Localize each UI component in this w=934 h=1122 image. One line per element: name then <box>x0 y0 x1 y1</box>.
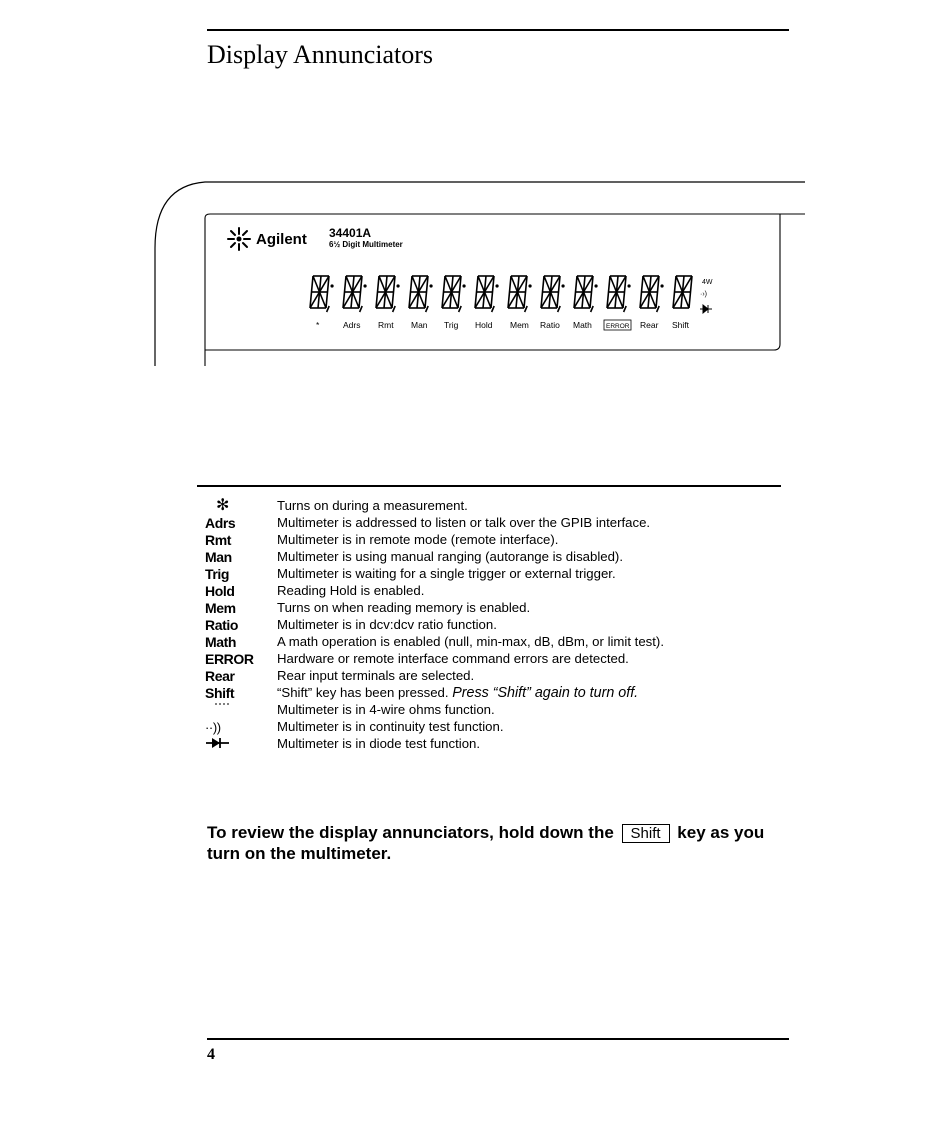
display-digit <box>541 276 565 312</box>
front-panel-illustration <box>150 178 810 370</box>
annunciator-symbol: Adrs <box>205 515 236 531</box>
annunciator-symbol: Rmt <box>205 532 232 548</box>
panel-label: * <box>316 320 320 330</box>
table-row <box>205 650 765 667</box>
display-digit <box>574 276 598 312</box>
annunciator-symbol: ERROR <box>205 651 254 667</box>
annunciator-description <box>277 684 638 702</box>
panel-label: Ratio <box>540 320 560 330</box>
annunciator-symbol: Hold <box>205 583 235 599</box>
display-digit <box>310 276 334 312</box>
annunciator-symbol: Rear <box>205 668 235 684</box>
panel-outer-outline <box>155 182 805 366</box>
annunciator-description: Turns on during a measurement. <box>277 498 468 513</box>
table-row <box>205 616 765 633</box>
panel-label: Hold <box>475 320 493 330</box>
panel-label: Man <box>411 320 428 330</box>
annunciator-description: Multimeter is using manual ranging (autorange is disabled). <box>277 549 623 564</box>
page-title: Display Annunciators <box>207 40 434 69</box>
model-subtitle: 6½ Digit Multimeter <box>329 240 403 249</box>
continuity-label: ·›) <box>700 291 707 298</box>
continuity-symbol: ··)) <box>205 720 221 735</box>
annunciator-symbol: Ratio <box>205 617 239 633</box>
annunciator-description: A math operation is enabled (null, min-max, dB, dBm, or limit test). <box>277 634 664 649</box>
table-row <box>205 514 765 531</box>
diode-icon <box>205 735 271 757</box>
panel-label: Rear <box>640 320 659 330</box>
table-row <box>205 599 765 616</box>
shift-description: “Shift” key has been pressed. <box>277 685 449 700</box>
annunciator-description: Multimeter is in 4-wire ohms function. <box>277 702 495 717</box>
annunciator-symbol: Shift <box>205 685 235 701</box>
table-row <box>205 735 765 752</box>
tip-text <box>207 822 787 864</box>
annunciator-symbol: Mem <box>205 600 236 616</box>
table-row <box>205 582 765 599</box>
table-row <box>205 718 765 735</box>
annunciator-description: Reading Hold is enabled. <box>277 583 425 598</box>
display-digit <box>607 276 631 312</box>
annunciator-description: Multimeter is waiting for a single trigger or external trigger. <box>277 566 616 581</box>
page-number: 4 <box>207 1046 215 1063</box>
annunciator-description: Multimeter is in diode test function. <box>277 736 481 751</box>
panel-annunciator-labels <box>316 320 690 330</box>
annunciator-description: Rear input terminals are selected. <box>277 668 475 683</box>
tip-text-after: key as you turn on the multimeter. <box>207 823 765 863</box>
annunciator-description: Multimeter is in remote mode (remote interface). <box>277 532 559 547</box>
annunciator-description: Multimeter is in continuity test function. <box>277 719 504 734</box>
annunciator-description: Multimeter is in dcv:dcv ratio function. <box>277 617 497 632</box>
table-row <box>205 565 765 582</box>
brand-name: Agilent <box>256 231 307 248</box>
tip-text-before: To review the display annunciators, hold down the <box>207 823 614 842</box>
panel-label: Math <box>573 320 592 330</box>
panel-label: ERROR <box>606 323 630 330</box>
shift-key: Shift <box>622 824 670 843</box>
table-row <box>205 701 765 718</box>
annunciator-symbol: Math <box>205 634 237 650</box>
panel-label: Trig <box>444 320 459 330</box>
panel-label: Rmt <box>378 320 394 330</box>
panel-label: Adrs <box>343 320 361 330</box>
table-row <box>205 497 765 514</box>
bottom-rule <box>207 1038 789 1040</box>
display-digits <box>310 276 692 312</box>
annunciator-symbol: Man <box>205 549 232 565</box>
panel-label: Mem <box>510 320 529 330</box>
display-digit <box>508 276 532 312</box>
table-row <box>205 684 765 701</box>
display-digit <box>475 276 499 312</box>
four-wire-label: 4W <box>702 279 713 286</box>
annunciator-symbol: ✻ <box>216 497 230 514</box>
panel-label: Shift <box>672 320 690 330</box>
display-digit <box>673 276 692 308</box>
table-row <box>205 531 765 548</box>
annunciator-description: Hardware or remote interface command errors are detected. <box>277 651 629 666</box>
display-digit <box>376 276 400 312</box>
display-digit <box>640 276 664 312</box>
model-number: 34401A <box>329 226 372 240</box>
annunciator-description: Turns on when reading memory is enabled. <box>277 600 531 615</box>
annunciator-symbol: Trig <box>205 566 230 582</box>
display-digit <box>343 276 367 312</box>
agilent-logo-icon <box>228 228 250 250</box>
diode-annunciator-icon <box>700 305 712 313</box>
shift-description-italic: Press “Shift” again to turn off. <box>452 685 639 701</box>
display-digit <box>409 276 433 312</box>
table-row <box>205 667 765 684</box>
table-row <box>205 633 765 650</box>
annunciator-table <box>205 497 765 752</box>
annunciator-description: Multimeter is addressed to listen or talk over the GPIB interface. <box>277 515 651 530</box>
display-digit <box>442 276 466 312</box>
table-row <box>205 548 765 565</box>
table-top-rule <box>197 485 781 487</box>
top-rule <box>207 29 789 31</box>
